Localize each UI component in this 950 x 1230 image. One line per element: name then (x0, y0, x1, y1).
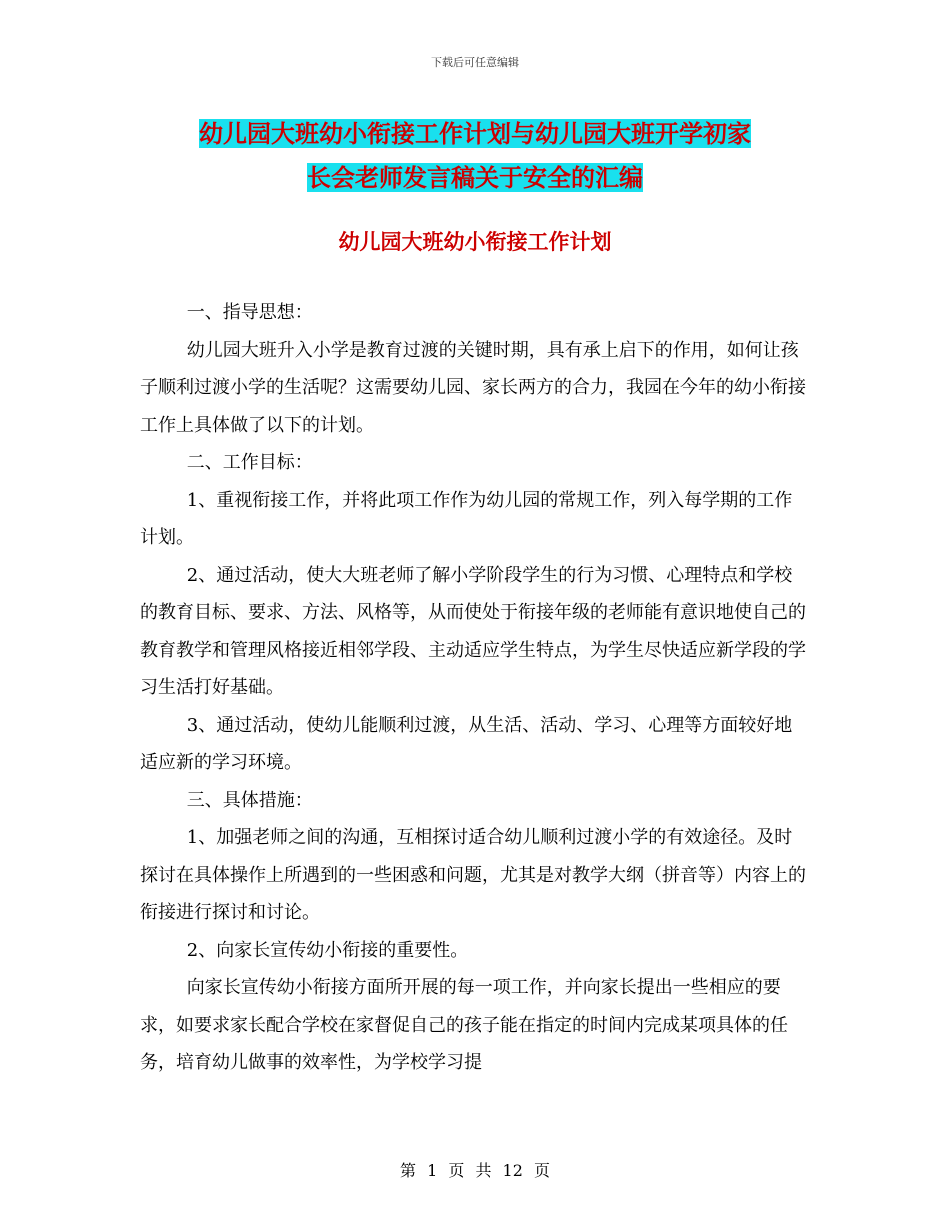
paragraph: 幼儿园大班升入小学是教育过渡的关键时期，具有承上启下的作用，如何让孩子顺利过渡小学的生活呢？这需要幼儿园、家长两方的合力，我园在今年的幼小衔接工作上具体做了以下的计划。 (140, 339, 806, 436)
title-line-2: 长会老师发言稿关于安全的汇编 (307, 163, 643, 192)
page-footer: 第 1 页 共 12 页 (400, 1161, 550, 1180)
paragraph: 2、向家长宣传幼小衔接的重要性。 (186, 939, 469, 961)
document-title (140, 112, 810, 200)
section-title: 幼儿园大班幼小衔接工作计划 (338, 229, 612, 254)
paragraph: 1、重视衔接工作，并将此项工作作为幼儿园的常规工作，列入每学期的工作计划。 (140, 489, 793, 548)
title-line-1: 幼儿园大班幼小衔接工作计划与幼儿园大班开学初家 (199, 119, 751, 148)
heading-guiding-ideology: 一、指导思想： (186, 302, 313, 323)
paragraph: 2、通过活动，使大大班老师了解小学阶段学生的行为习惯、心理特点和学校的教育目标、要求、方法、风格等，从而使处于衔接年级的老师能有意识地使自己的教育教学和管理风格接近相邻学段、主动适应学生特点，为学生尽快适应新学段的学习生活打好基础。 (140, 564, 806, 698)
header-note: 下载后可任意编辑 (431, 56, 519, 69)
heading-specific-measures: 三、具体措施： (186, 789, 313, 811)
paragraph: 3、通过活动，使幼儿能顺利过渡，从生活、活动、学习、心理等方面较好地适应新的学习环境。 (140, 714, 793, 773)
paragraph: 1、加强老师之间的沟通，互相探讨适合幼儿顺利过渡小学的有效途径。及时探讨在具体操作上所遇到的一些困惑和问题，尤其是对教学大纲（拼音等）内容上的衔接进行探讨和讨论。 (140, 827, 806, 923)
document-body (140, 294, 808, 1082)
paragraph: 向家长宣传幼小衔接方面所开展的每一项工作，并向家长提出一些相应的要求，如要求家长配合学校在家督促自己的孩子能在指定的时间内完成某项具体的任务，培育幼儿做事的效率性，为学校学习提 (140, 977, 788, 1073)
heading-work-goals: 二、工作目标： (186, 452, 313, 473)
